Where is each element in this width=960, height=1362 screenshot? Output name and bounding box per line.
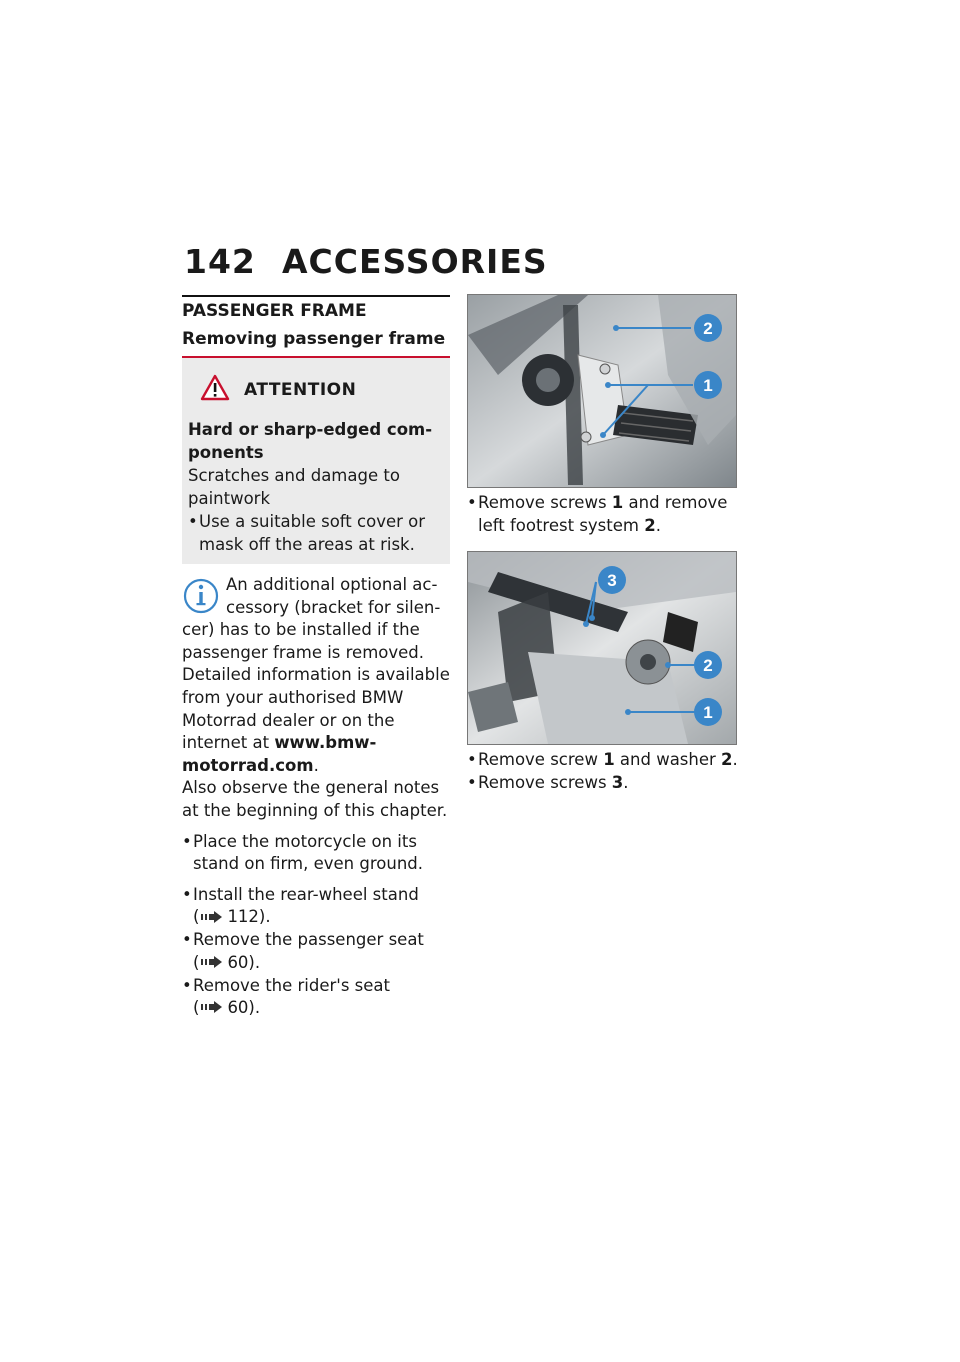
section-title: PASSENGER FRAME [182,295,450,321]
attention-hazard-line-1: Hard or sharp-edged com- [188,420,433,439]
attention-box [182,358,450,564]
info-line-1: An additional optional ac- [226,575,438,594]
step-remove-rider-seat-text: Remove the rider's seat [193,975,391,995]
ref-number: 1 [603,750,615,770]
attention-hazard-line-2: ponents [188,443,264,462]
figure-screw-washer-removal [467,551,737,745]
warning-triangle-icon [200,374,230,406]
step-text: and washer [614,750,722,770]
callout-1-label: 1 [703,376,713,395]
ref-number: 3 [611,772,624,792]
info-line-2: cessory (bracket for silen- [226,597,441,617]
info-icon [182,574,222,616]
info-detail-text: Detailed information is available from your authorised BMW Motorrad dealer or on the internet at [182,665,450,753]
info-first-lines [182,574,450,619]
step-text: Remove screws [478,772,612,792]
step-remove-rider-seat [182,975,450,1020]
page-ref-link[interactable]: 112). [227,907,271,927]
step-install-stand [182,884,450,929]
step-text: . [732,750,738,770]
info-note-general: Also observe the general notes at the beginning of this chapter. [182,778,448,820]
step-place-motorcycle: • Place the motorcycle on its stand on firm, even ground. [182,831,450,876]
step-install-stand-text: Install the rear-wheel stand [193,884,419,904]
callout-1-label: 1 [703,703,713,723]
attention-action: • Use a suitable soft cover or mask off the areas at risk. [188,510,444,556]
step-remove-passenger-seat [182,929,450,974]
info-text-rest: cer) has to be installed if the passenger frame is removed. [182,620,425,662]
page-ref-arrow-icon [201,907,223,930]
step-remove-screw-washer [467,749,739,772]
page-ref-link[interactable]: 60). [227,952,261,972]
step-remove-footrest [467,492,739,537]
page-ref-link[interactable]: 60). [227,998,261,1018]
info-detail [182,664,450,777]
step-remove-passenger-seat-text: Remove the passenger seat [193,930,424,950]
step-text: and remove left footrest system [478,493,728,535]
attention-consequence: Scratches and damage to paintwork [188,466,400,508]
page-ref-arrow-icon [201,997,223,1020]
step-text: . [623,772,629,792]
website-link[interactable]: www.bmw-motorrad.com [182,733,377,775]
callout-2-label: 2 [703,319,713,338]
page-number: 142 [184,242,256,281]
ref-open: ( [193,952,200,972]
info-detail-end: . [313,755,319,775]
page-header [184,242,548,281]
ref-number: 1 [611,493,624,512]
ref-open: ( [193,998,200,1018]
attention-header [188,374,444,406]
callout-3-label: 3 [607,571,617,591]
attention-title: ATTENTION [244,380,357,400]
step-text: . [655,515,661,535]
step-text: Remove screw [478,750,604,770]
attention-body [188,418,444,556]
step-text: Remove screws [478,493,612,512]
ref-open: ( [193,907,200,927]
ref-number: 2 [644,515,656,535]
info-note [182,574,450,823]
figure-footrest-removal [467,294,737,488]
chapter-title: ACCESSORIES [282,242,548,281]
step-remove-screws-3 [467,772,739,795]
left-column [182,295,450,1020]
subsection-title: Removing passenger frame [182,329,450,358]
right-column [467,294,739,794]
ref-number: 2 [721,750,733,770]
page-ref-arrow-icon [201,952,223,975]
callout-2-label: 2 [703,656,713,676]
